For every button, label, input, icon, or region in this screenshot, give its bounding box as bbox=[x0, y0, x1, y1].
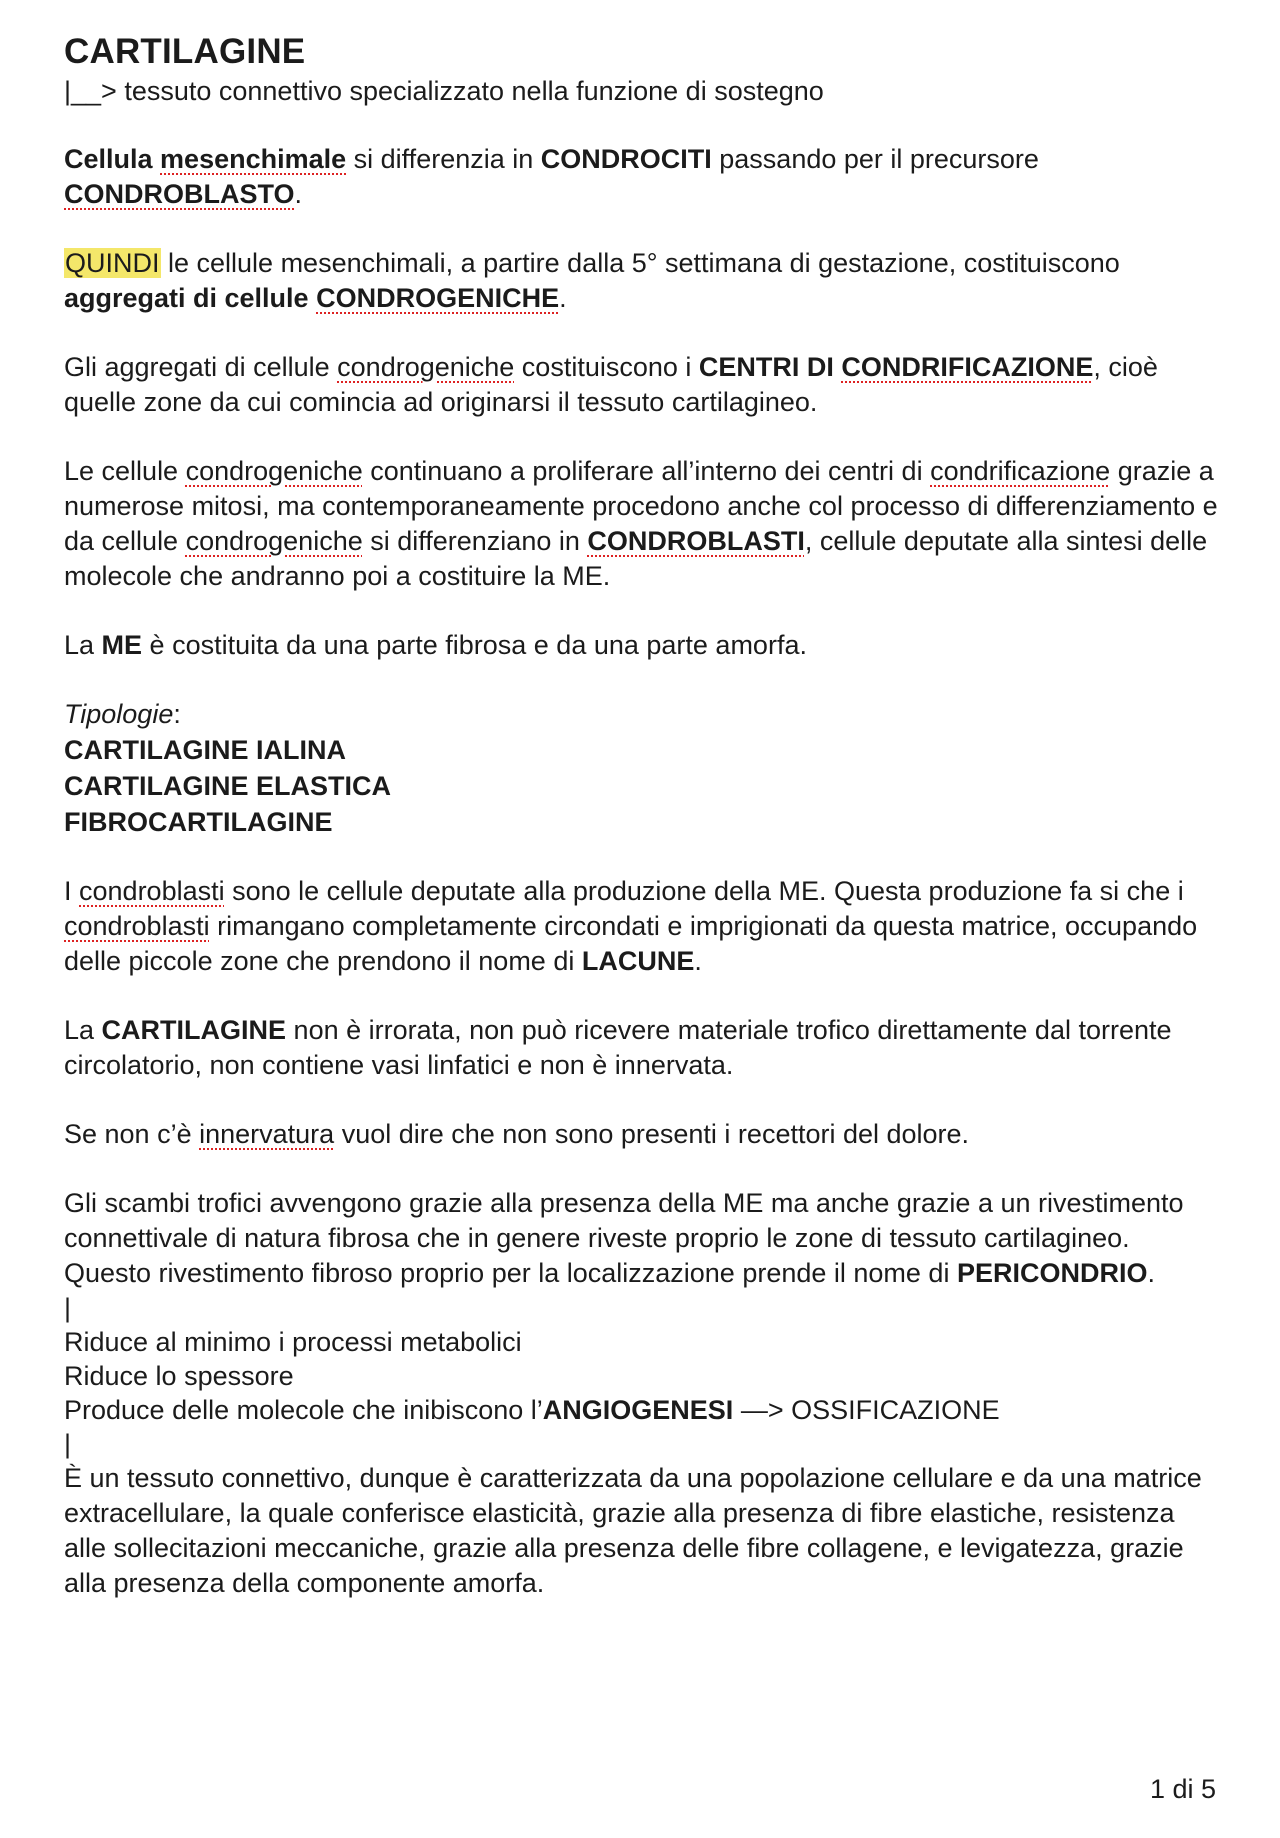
text-run: Produce delle molecole che inibiscono l’ bbox=[64, 1395, 543, 1425]
text-run: . bbox=[1147, 1258, 1155, 1288]
text-run: Le cellule bbox=[64, 456, 186, 486]
text-run: . bbox=[559, 283, 567, 313]
bold-text: CARTILAGINE bbox=[101, 1015, 287, 1045]
text-run: La bbox=[64, 1015, 102, 1045]
text-run: è costituita da una parte fibrosa e da una parte amorfa. bbox=[142, 630, 807, 660]
paragraph-2 bbox=[64, 246, 1224, 316]
tipologie-section bbox=[64, 697, 1224, 840]
text-run: vuol dire che non sono presenti i recettori del dolore. bbox=[334, 1119, 970, 1149]
spell-flagged-word: condrificazione bbox=[930, 456, 1111, 486]
text-run: Gli scambi trofici avvengono grazie alla presenza della ME ma anche grazie a un rivestimento connettivale di natura fibrosa che in genere riveste proprio le zone di tessuto cartilagineo. Questo rivestimento fibroso proprio per la localizzazione prende il nome di bbox=[64, 1188, 1184, 1288]
bold-text: PERICONDRIO bbox=[956, 1258, 1148, 1288]
flow-line-2: Riduce lo spessore bbox=[64, 1361, 294, 1391]
spell-flagged-word: CONDROGENICHE bbox=[316, 283, 560, 313]
text-run: La bbox=[64, 630, 102, 660]
paragraph-3 bbox=[64, 350, 1224, 420]
text-run: . bbox=[694, 946, 702, 976]
spell-flagged-word: condrogeniche bbox=[185, 526, 363, 556]
paragraph-6 bbox=[64, 874, 1224, 979]
text-run: rimangano completamente circondati e imprigionati da questa matrice, occupando delle piccole zone che prendono il nome di bbox=[64, 911, 1198, 976]
text-run: Gli aggregati di cellule bbox=[64, 352, 338, 382]
bold-text: LACUNE bbox=[581, 946, 695, 976]
bold-text: aggregati di cellule bbox=[64, 283, 317, 313]
spell-flagged-word: CONDROBLASTI bbox=[587, 526, 805, 556]
arrow-glyph: |__> bbox=[64, 76, 117, 106]
spell-flagged-word: condrogeniche bbox=[337, 352, 515, 382]
connector-bar: | bbox=[64, 1293, 72, 1323]
paragraph-9 bbox=[64, 1186, 1224, 1291]
page-title: CARTILAGINE bbox=[64, 32, 306, 71]
bold-text: ANGIOGENESI bbox=[542, 1395, 734, 1425]
text-run: I bbox=[64, 876, 80, 906]
bold-text: Cellula bbox=[64, 144, 153, 174]
subtitle-text: tessuto connettivo specializzato nella funzione di sostegno bbox=[116, 76, 824, 106]
text-run: . bbox=[294, 179, 303, 209]
paragraph-10: È un tessuto connettivo, dunque è caratterizzata da una popolazione cellulare e da una matrice extracellulare, la quale conferisce elasticità, grazie alla presenza di fibre elastiche, resistenza alle sollecitazioni meccaniche, grazie alla presenza delle fibre collagene, e levigatezza, grazie alla presenza della componente amorfa. bbox=[64, 1463, 1202, 1598]
text-run: costituiscono i bbox=[514, 352, 699, 382]
list-item: CARTILAGINE IALINA bbox=[64, 735, 346, 765]
bold-text: ME bbox=[101, 630, 143, 660]
paragraph-7 bbox=[64, 1013, 1224, 1083]
paragraph-8 bbox=[64, 1117, 1224, 1152]
italic-text: Tipologie bbox=[64, 699, 174, 729]
spell-flagged-word: CONDROBLASTO bbox=[64, 179, 295, 209]
text-run: non è irrorata, non può ricevere materiale trofico direttamente dal torrente circolatorio, non contiene vasi linfatici e non è innervata. bbox=[64, 1015, 1172, 1080]
flow-line-1: Riduce al minimo i processi metabolici bbox=[64, 1327, 522, 1357]
spell-flagged-word: condroblasti bbox=[64, 911, 210, 941]
paragraph-1 bbox=[64, 142, 1224, 212]
spell-flagged-word: condrogeniche bbox=[185, 456, 363, 486]
flow-block bbox=[64, 1291, 1224, 1461]
subtitle-line bbox=[64, 74, 1224, 108]
spell-flagged-word: CONDRIFICAZIONE bbox=[841, 352, 1094, 382]
text-run: sono le cellule deputate alla produzione della ME. Questa produzione fa si che i bbox=[224, 876, 1184, 906]
spell-flagged-word: innervatura bbox=[199, 1119, 335, 1149]
highlighted-word: QUINDI bbox=[65, 248, 160, 278]
text-run: continuano a proliferare all’interno dei centri di bbox=[362, 456, 931, 486]
list-item: FIBROCARTILAGINE bbox=[64, 807, 333, 837]
flow-line-3 bbox=[64, 1393, 1224, 1427]
text-run: : bbox=[173, 699, 181, 729]
tipologie-label bbox=[64, 697, 1224, 732]
spell-flagged-word: condroblasti bbox=[79, 876, 225, 906]
paragraph-5 bbox=[64, 628, 1224, 663]
text-run: grazie a numerose mitosi, ma contemporaneamente procedono anche col processo di differenziamento e da cellule bbox=[64, 456, 1218, 556]
text-run: , cellule deputate alla sintesi delle molecole che andranno poi a costituire la ME. bbox=[64, 526, 1208, 591]
text-run: si differenzia in bbox=[346, 144, 541, 174]
text-run: passando per il precursore bbox=[711, 144, 1039, 174]
page-number: 1 di 5 bbox=[1149, 1774, 1216, 1804]
document-page bbox=[64, 30, 1224, 1635]
connector-bar: | bbox=[64, 1429, 72, 1459]
text-run: le cellule mesenchimali, a partire dalla 5° settimana di gestazione, costituiscono bbox=[160, 248, 1120, 278]
bold-text: CENTRI DI bbox=[698, 352, 842, 382]
list-item: CARTILAGINE ELASTICA bbox=[64, 771, 391, 801]
paragraph-4 bbox=[64, 454, 1224, 594]
text-run: —> OSSIFICAZIONE bbox=[733, 1395, 1000, 1425]
spell-flagged-word: mesenchimale bbox=[160, 144, 347, 174]
bold-text: CONDROCITI bbox=[540, 144, 712, 174]
text-run: si differenziano in bbox=[362, 526, 588, 556]
text-run: , cioè quelle zone da cui comincia ad originarsi il tessuto cartilagineo. bbox=[64, 352, 1158, 417]
text-run: Se non c’è bbox=[64, 1119, 200, 1149]
